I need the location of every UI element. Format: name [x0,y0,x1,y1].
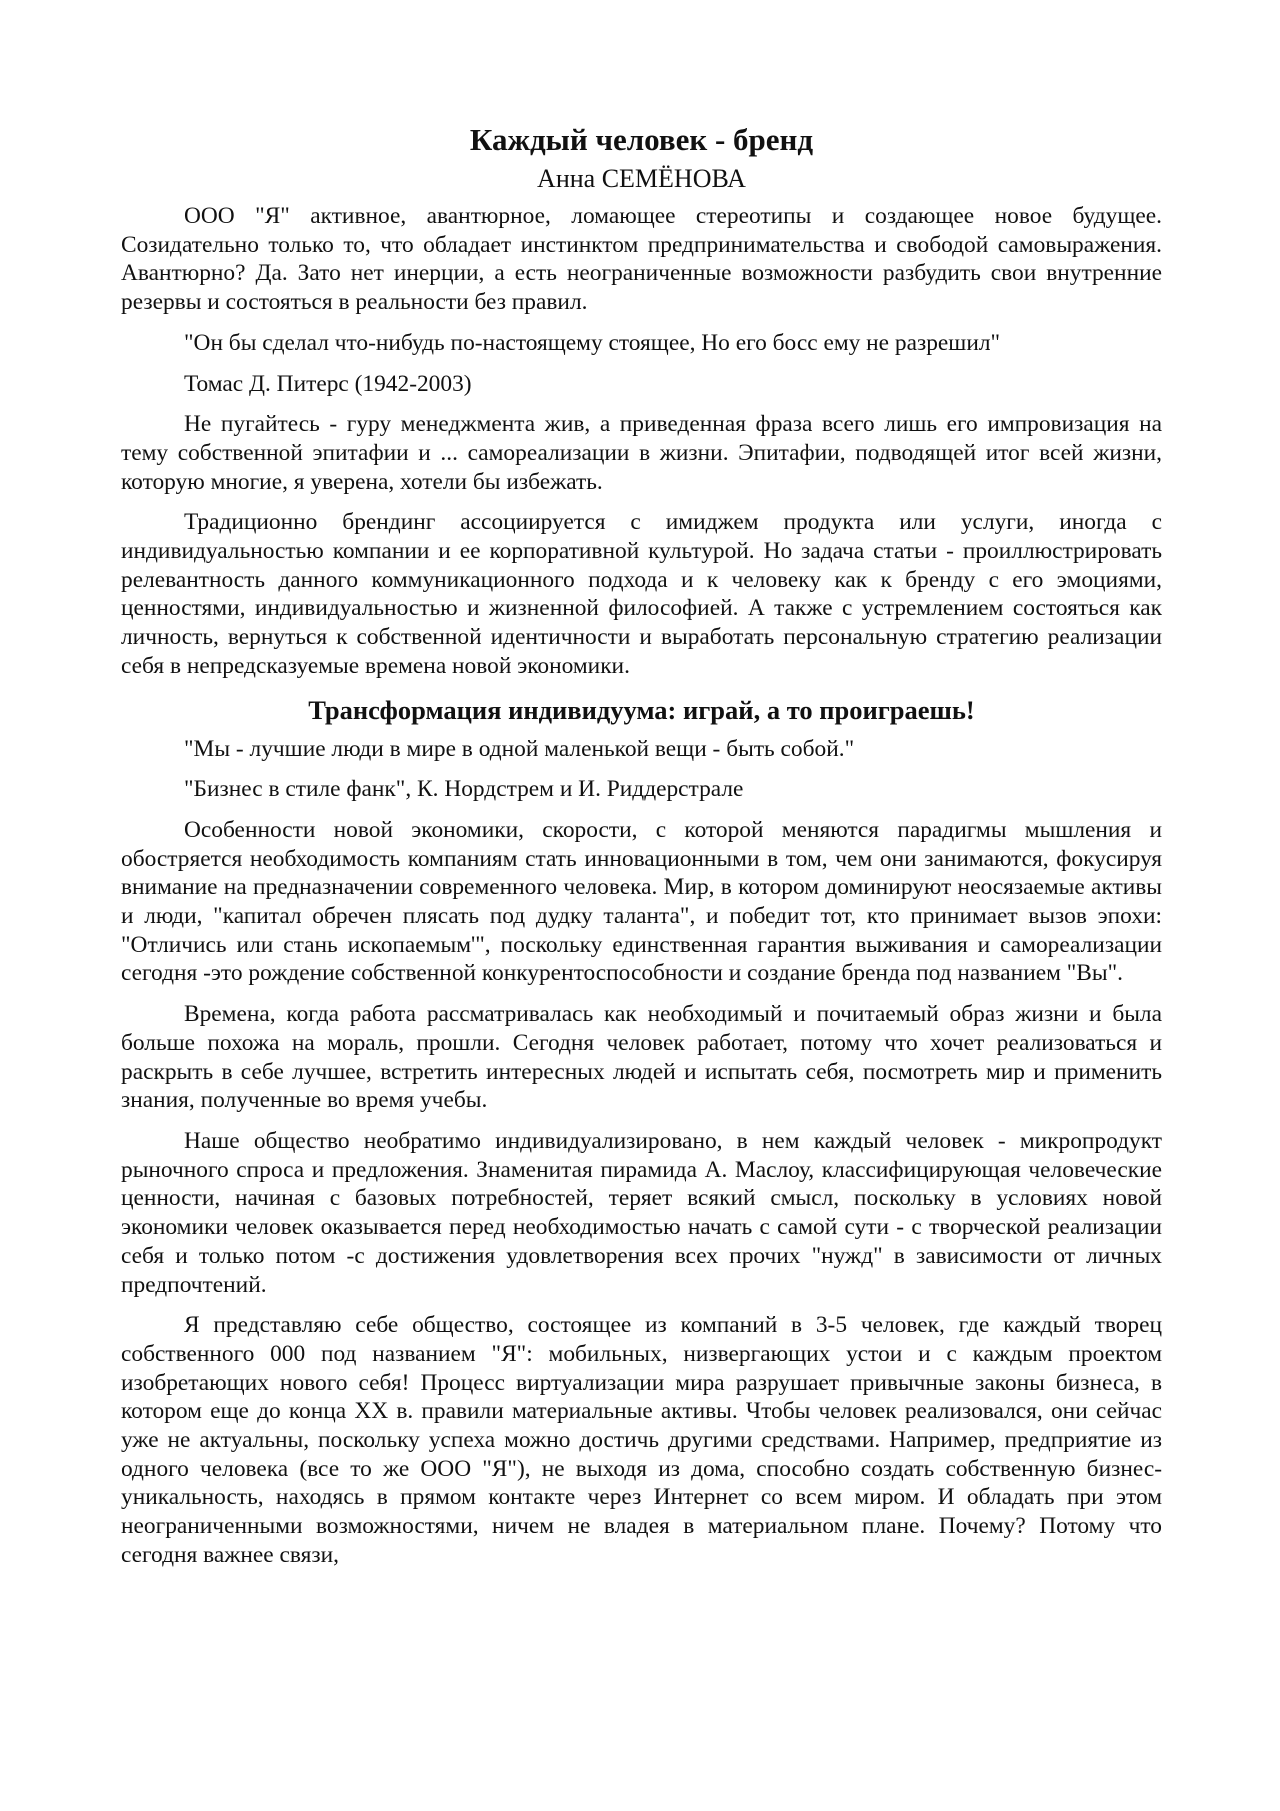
paragraph-intro: ООО "Я" активное, авантюрное, ломающее стереотипы и создающее новое будущее. Созидательно только то, что обладает инстинктом предпринимательства и свободой самовыражения. Авантюрно? Да. Зато нет инерции, а есть неограниченные возможности разбудить свои внутренние резервы и состояться в реальности без правил. [121,203,1162,316]
quote-attribution-peters: Томас Д. Питерс (1942-2003) [184,370,472,397]
paragraph-work: Времена, когда работа рассматривалась как необходимый и почитаемый образ жизни и была больше похожа на мораль, прошли. Сегодня человек работает, потому что хочет реализоваться и раскрыть в себе лучшее, встретить интересных людей и испытать себя, посмотреть мир и применить знания, полученные во время учебы. [121,1001,1162,1114]
document-title: Каждый человек - бренд [469,122,814,157]
paragraph-guru: Не пугайтесь - гуру менеджмента жив, а приведенная фраза всего лишь его импровизация на тему собственной эпитафии и ... самореализации в жизни. Эпитафии, подводящей итог всей жизни, которую многие, я уверена, хотели бы избежать. [121,411,1162,495]
section-heading: Трансформация индивидуума: играй, а то проиграешь! [308,694,975,725]
quote-nordstrom: "Мы - лучшие люди в мире в одной маленькой вещи - быть собой." [184,735,855,762]
document-author: Анна СЕМЁНОВА [537,164,746,193]
paragraph-companies: Я представляю себе общество, состоящее из компаний в 3-5 человек, где каждый творец собственного 000 под названием "Я": мобильных, низвергающих устои и с каждым проектом изобретающих нового себя! Процесс виртуализации мира разрушает привычные законы бизнеса, в котором еще до конца XX в. правили материальные активы. Чтобы человек реализовался, они сейчас уже не актуальны, поскольку успеха можно достичь другими средствами. Например, предприятие из одного человека (все то же ООО "Я"), не выходя из дома, способно создать собственную бизнес-уникальность, находясь в прямом контакте через Интернет со всем миром. И обладать при этом неограниченными возможностями, ничем не владея в материальном плане. Почему? Потому что сегодня важнее связи, [121,1312,1162,1568]
paragraph-society: Наше общество необратимо индивидуализировано, в нем каждый человек - микропродукт рыночного спроса и предложения. Знаменитая пирамида А. Маслоу, классифицирующая человеческие ценности, начиная с базовых потребностей, теряет всякий смысл, поскольку в условиях новой экономики человек оказывается перед необходимостью начать с самой сути - с творческой реализации себя и только потом -с достижения удовлетворения всех прочих "нужд" в зависимости от личных предпочтений. [121,1127,1162,1298]
paragraph-branding: Традиционно брендинг ассоциируется с имиджем продукта или услуги, иногда с индивидуальностью компании и ее корпоративной культурой. Но задача статьи - проиллюстрировать релевантность данного коммуникационного подхода и к человеку как к бренду с его эмоциями, ценностями, индивидуальностью и жизненной философией. А также с устремлением состояться как личность, вернуться к собственной идентичности и выработать персональную стратегию реализации себя в непредсказуемые времена новой экономики. [121,509,1162,679]
quote-attribution-nordstrom: "Бизнес в стиле фанк", К. Нордстрем и И. Риддерстрале [184,776,744,803]
quote-peters: "Он бы сделал что-нибудь по-настоящему стоящее, Но его босс ему не разрешил" [184,329,1001,356]
paragraph-new-economy: Особенности новой экономики, скорости, с которой меняются парадигмы мышления и обостряется необходимость компаниям стать инновационными в том, чем они занимаются, фокусируя внимание на предназначении современного человека. Мир, в котором доминируют неосязаемые активы и люди, "капитал обречен плясать под дудку таланта", и победит тот, кто принимает вызов эпохи: "Отличись или стань ископаемым'", поскольку единственная гарантия выживания и самореализации сегодня -это рождение собственной конкурентоспособности и создание бренда под названием "Вы". [121,816,1162,987]
